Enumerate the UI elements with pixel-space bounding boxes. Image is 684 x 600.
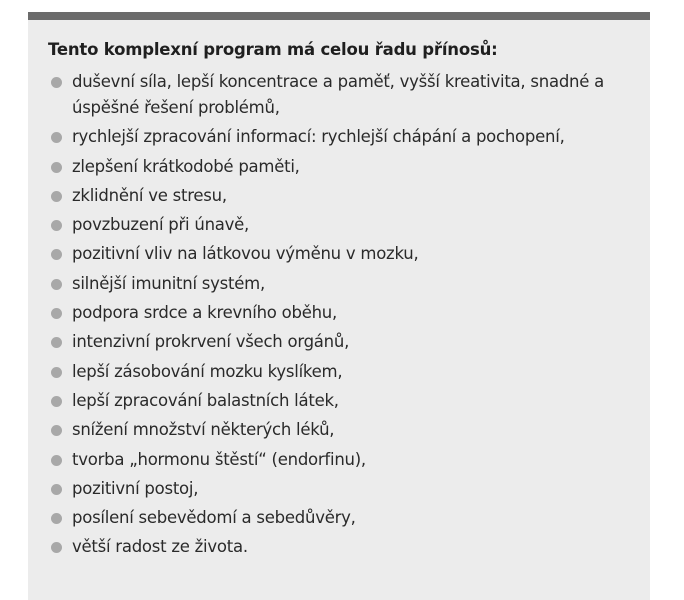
bullet-icon: [51, 425, 62, 436]
list-item: [48, 534, 636, 560]
list-item: [48, 154, 636, 180]
list-item: [48, 241, 636, 267]
list-item-text: zklidnění ve stresu,: [72, 185, 227, 205]
list-item-text: posílení sebevědomí a sebedůvěry,: [72, 508, 356, 528]
list-item: [48, 388, 636, 414]
list-item-text: intenzivní prokrvení všech orgánů,: [72, 332, 350, 352]
list-item: [48, 447, 636, 473]
list-item: [48, 329, 636, 355]
list-item-text: povzbuzení při únavě,: [72, 215, 250, 235]
list-item: [48, 359, 636, 385]
list-item-text: podpora srdce a krevního oběhu,: [72, 303, 337, 323]
list-item: [48, 124, 636, 150]
list-item-text: silnější imunitní systém,: [72, 273, 265, 293]
bullet-icon: [51, 367, 62, 378]
benefits-list: [28, 69, 650, 560]
list-item-text: tvorba „hormonu štěstí“ (endorfinu),: [72, 449, 366, 469]
list-item: [48, 183, 636, 209]
list-item-text: pozitivní vliv na látkovou výměnu v mozku,: [72, 244, 419, 264]
bullet-icon: [51, 162, 62, 173]
bullet-icon: [51, 132, 62, 143]
bullet-icon: [51, 484, 62, 495]
list-item: [48, 476, 636, 502]
list-item-text: lepší zpracování balastních látek,: [72, 390, 339, 410]
bullet-icon: [51, 220, 62, 231]
bullet-icon: [51, 279, 62, 290]
bullet-icon: [51, 191, 62, 202]
list-item: [48, 505, 636, 531]
bullet-icon: [51, 455, 62, 466]
bullet-icon: [51, 396, 62, 407]
bullet-icon: [51, 337, 62, 348]
bullet-icon: [51, 308, 62, 319]
bullet-icon: [51, 513, 62, 524]
list-item: [48, 212, 636, 238]
list-item-text: zlepšení krátkodobé paměti,: [72, 156, 300, 176]
list-item-text: větší radost ze života.: [72, 537, 248, 557]
list-item-text: duševní síla, lepší koncentrace a paměť, vyšší kreativita, snadné a úspěšné řešení problémů,: [72, 72, 605, 117]
list-item-text: rychlejší zpracování informací: rychlejší chápání a pochopení,: [72, 127, 565, 147]
list-item: [48, 69, 636, 121]
benefits-box: [28, 12, 650, 600]
list-item-text: pozitivní postoj,: [72, 478, 199, 498]
box-heading: Tento komplexní program má celou řadu přínosů:: [48, 40, 498, 59]
bullet-icon: [51, 77, 62, 88]
list-item-text: lepší zásobování mozku kyslíkem,: [72, 361, 343, 381]
bullet-icon: [51, 542, 62, 553]
list-item-text: snížení množství některých léků,: [72, 420, 335, 440]
list-item: [48, 271, 636, 297]
list-item: [48, 417, 636, 443]
list-item: [48, 300, 636, 326]
bullet-icon: [51, 249, 62, 260]
